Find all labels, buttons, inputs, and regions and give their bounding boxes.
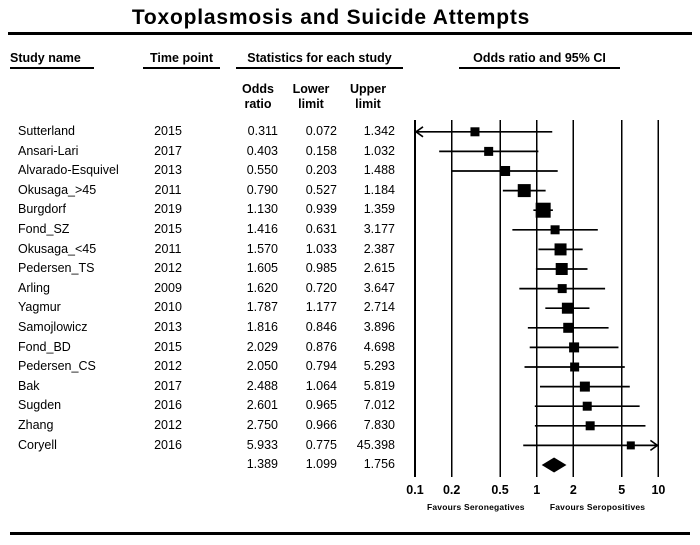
lower-limit-value: 0.876 — [305, 339, 337, 354]
subheader-lower-line2: limit — [298, 96, 324, 111]
point-estimate-square — [583, 402, 592, 411]
upper-limit-value: 1.184 — [363, 182, 395, 197]
time-point: 2011 — [154, 182, 182, 197]
bottom-border-line — [10, 532, 690, 535]
study-name: Zhang — [18, 418, 54, 432]
lower-limit-value: 0.527 — [305, 182, 337, 197]
point-estimate-square — [518, 184, 531, 197]
upper-limit-value: 5.293 — [363, 359, 395, 374]
study-name: Fond_BD — [18, 339, 71, 354]
ci-marker — [415, 127, 552, 137]
odds-ratio-value: 5.933 — [246, 437, 278, 452]
ci-marker — [512, 225, 597, 234]
lower-limit-value: 0.158 — [305, 143, 337, 158]
lower-limit-value: 0.072 — [305, 124, 337, 138]
axis-tick-label: 2 — [569, 483, 577, 497]
time-point: 2019 — [154, 202, 182, 217]
summary-diamond — [542, 458, 567, 473]
lower-limit-value: 0.720 — [305, 280, 337, 295]
ci-marker — [533, 203, 553, 218]
ci-marker — [540, 382, 630, 392]
upper-limit-value: 1.032 — [363, 143, 395, 158]
study-name: Samojlowicz — [18, 320, 88, 334]
odds-ratio-value: 0.550 — [246, 163, 278, 178]
axis-tick-label: 1 — [533, 483, 541, 497]
point-estimate-square — [555, 243, 567, 255]
point-estimate-square — [569, 342, 579, 352]
odds-ratio-value: 1.570 — [246, 241, 278, 256]
time-point: 2015 — [154, 124, 182, 138]
odds-ratio-value: 1.787 — [246, 300, 278, 315]
study-name: Bak — [18, 378, 40, 393]
time-point: 2011 — [154, 241, 182, 256]
lower-limit-value: 0.794 — [305, 359, 337, 374]
odds-ratio-value: 0.403 — [246, 143, 278, 158]
odds-ratio-value: 1.605 — [246, 261, 278, 276]
point-estimate-square — [558, 284, 567, 293]
time-point: 2013 — [154, 163, 182, 178]
odds-ratio-value: 1.416 — [246, 222, 278, 236]
point-estimate-square — [580, 382, 590, 392]
upper-limit-value: 1.488 — [363, 163, 395, 178]
point-estimate-square — [484, 147, 493, 156]
study-name: Burgdorf — [18, 202, 66, 217]
odds-ratio-value: 0.790 — [246, 182, 278, 197]
study-name: Pedersen_CS — [18, 359, 96, 374]
column-header-statistics: Statistics for each study — [236, 51, 403, 69]
study-name: Sutterland — [18, 124, 75, 138]
ci-marker — [525, 363, 625, 372]
time-point: 2015 — [154, 339, 182, 354]
odds-ratio-value: 1.620 — [246, 280, 278, 295]
summary-odds-ratio-value: 1.389 — [246, 457, 278, 472]
point-estimate-square — [536, 203, 551, 218]
ci-marker — [528, 323, 609, 333]
ci-marker — [530, 342, 619, 352]
summary-lower-limit-value: 1.099 — [305, 457, 337, 472]
point-estimate-square — [556, 263, 568, 275]
lower-limit-value: 0.939 — [305, 202, 337, 217]
point-estimate-square — [500, 166, 510, 176]
time-point: 2010 — [154, 300, 182, 315]
upper-limit-value: 2.387 — [363, 241, 395, 256]
point-estimate-square — [563, 323, 573, 333]
lower-limit-value: 0.985 — [305, 261, 337, 276]
upper-limit-value: 4.698 — [363, 339, 395, 354]
odds-ratio-value: 2.029 — [246, 339, 278, 354]
odds-ratio-value: 1.816 — [246, 320, 278, 334]
upper-limit-value: 1.342 — [363, 124, 395, 138]
time-point: 2013 — [154, 320, 182, 334]
odds-ratio-value: 2.488 — [246, 378, 278, 393]
odds-ratio-value: 2.601 — [246, 398, 278, 413]
upper-limit-value: 5.819 — [363, 378, 395, 393]
lower-limit-value: 0.966 — [305, 418, 337, 432]
axis-tick-label: 0.5 — [491, 483, 509, 497]
time-point: 2009 — [154, 280, 182, 295]
point-estimate-square — [570, 363, 579, 372]
study-name: Yagmur — [18, 300, 61, 315]
study-name: Fond_SZ — [18, 222, 70, 236]
time-point: 2017 — [154, 143, 182, 158]
odds-ratio-value: 2.050 — [246, 359, 278, 374]
subheader-upper-line2: limit — [355, 96, 381, 111]
upper-limit-value: 3.647 — [363, 280, 395, 295]
subheader-odds-line2: ratio — [244, 96, 272, 111]
upper-limit-value: 1.359 — [363, 202, 395, 217]
subheader-upper-line1: Upper — [349, 82, 387, 96]
time-point: 2012 — [154, 261, 182, 276]
ci-marker — [452, 166, 557, 176]
subheader-odds-line1: Odds — [242, 82, 274, 96]
time-point: 2017 — [154, 378, 182, 393]
axis-tick-label: 0.1 — [406, 483, 424, 497]
upper-limit-value: 2.714 — [363, 300, 395, 315]
point-estimate-square — [562, 303, 573, 314]
lower-limit-value: 1.033 — [305, 241, 337, 256]
axis-tick-label: 0.2 — [442, 483, 461, 497]
study-name: Pedersen_TS — [18, 261, 95, 276]
ci-marker — [535, 402, 640, 411]
ci-marker — [439, 147, 538, 156]
favours-left-label: Favours Seronegatives — [426, 502, 525, 512]
study-name: Alvarado-Esquivel — [18, 163, 119, 178]
point-estimate-square — [586, 421, 595, 430]
axis-tick-label: 5 — [618, 483, 626, 497]
point-estimate-square — [627, 441, 635, 449]
point-estimate-square — [470, 127, 479, 136]
study-name: Coryell — [18, 437, 57, 452]
summary-upper-limit-value: 1.756 — [363, 457, 395, 472]
ci-marker — [536, 263, 588, 275]
subheader-lower-line1: Lower — [292, 82, 330, 96]
point-estimate-square — [551, 225, 560, 234]
lower-limit-value: 0.775 — [305, 437, 337, 452]
ci-marker — [545, 303, 589, 314]
odds-ratio-value: 0.311 — [247, 124, 278, 138]
lower-limit-value: 1.177 — [305, 300, 337, 315]
study-name: Sugden — [18, 398, 62, 413]
ci-marker — [523, 440, 658, 450]
ci-marker — [535, 421, 646, 430]
column-header-study-name: Study name — [10, 51, 94, 69]
column-header-odds-ratio-ci: Odds ratio and 95% CI — [459, 51, 620, 69]
study-name: Okusaga_<45 — [18, 241, 97, 256]
odds-ratio-value: 2.750 — [246, 418, 278, 432]
lower-limit-value: 0.203 — [305, 163, 337, 178]
time-point: 2012 — [154, 418, 182, 432]
study-name: Ansari-Lari — [18, 143, 79, 158]
ci-marker — [538, 243, 582, 255]
time-point: 2016 — [154, 398, 182, 413]
upper-limit-value: 7.012 — [363, 398, 395, 413]
study-name: Okusaga_>45 — [18, 182, 97, 197]
time-point: 2016 — [154, 437, 182, 452]
time-point: 2012 — [154, 359, 182, 374]
ci-marker — [503, 184, 546, 197]
axis-tick-label: 10 — [651, 483, 666, 497]
upper-limit-value: 2.615 — [363, 261, 395, 276]
upper-limit-value: 3.177 — [363, 222, 395, 236]
upper-limit-value: 3.896 — [363, 320, 395, 334]
lower-limit-value: 1.064 — [305, 378, 337, 393]
favours-right-label: Favours Seropositives — [549, 502, 646, 512]
lower-limit-value: 0.631 — [305, 222, 337, 236]
odds-ratio-value: 1.130 — [246, 202, 278, 217]
upper-limit-value: 45.398 — [356, 437, 395, 452]
figure-title: Toxoplasmosis and Suicide Attempts — [131, 6, 531, 29]
study-name: Arling — [18, 280, 50, 295]
upper-limit-value: 7.830 — [363, 418, 395, 432]
lower-limit-value: 0.846 — [305, 320, 337, 334]
time-point: 2015 — [154, 222, 182, 236]
column-header-time-point: Time point — [143, 51, 220, 69]
lower-limit-value: 0.965 — [305, 398, 337, 413]
ci-marker — [519, 284, 605, 293]
